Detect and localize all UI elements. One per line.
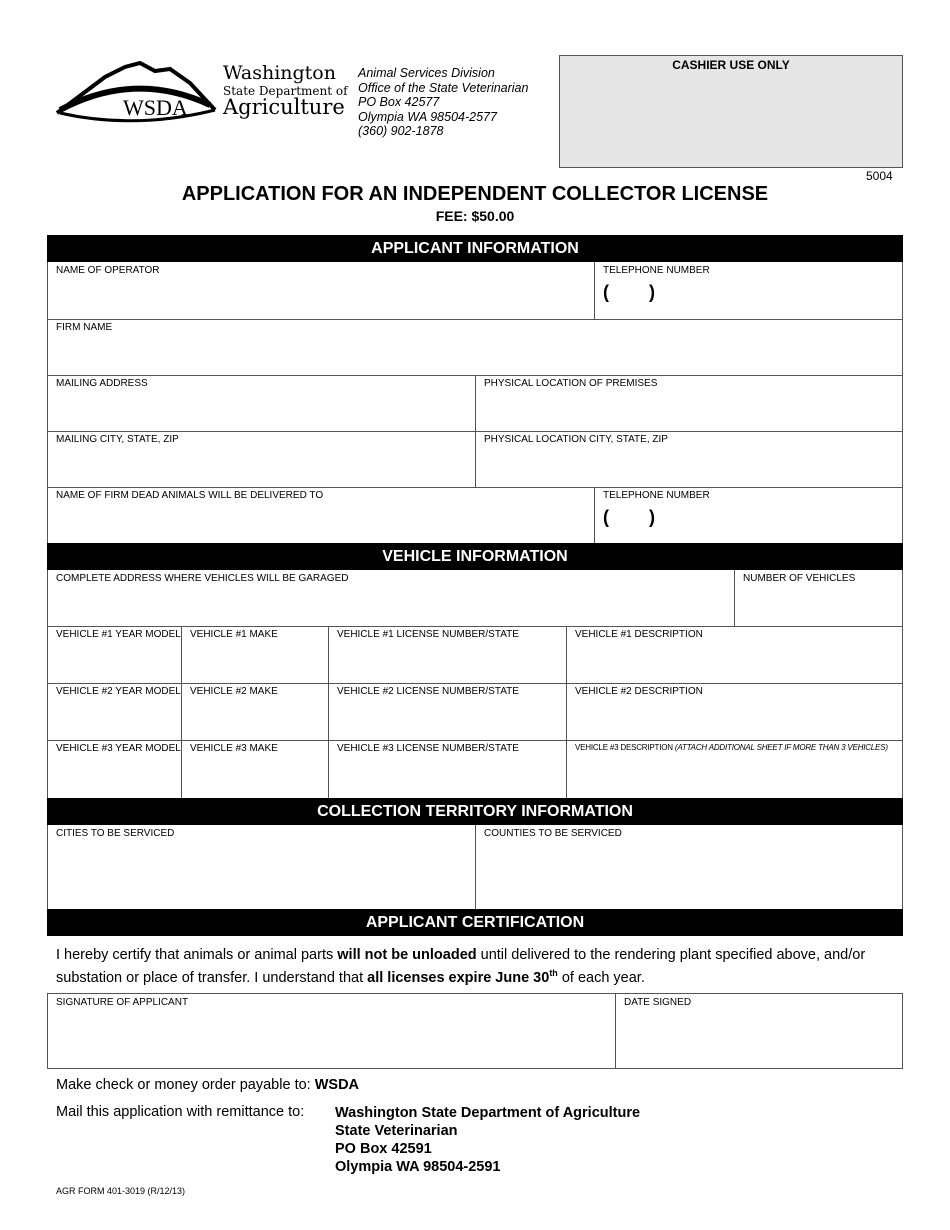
- certification-text: I hereby certify that animals or animal parts will not be unloaded until delivered to the rendering plant specified above, and/or substation or place of transfer. I understand that all licenses expire June 30th of each year.: [56, 947, 866, 986]
- firm-name-field[interactable]: FIRM NAME: [47, 319, 903, 376]
- date-signed-field[interactable]: DATE SIGNED: [615, 993, 903, 1069]
- v2-make-field[interactable]: VEHICLE #2 MAKE: [181, 683, 329, 741]
- section-vehicle: VEHICLE INFORMATION: [47, 543, 903, 570]
- v3-license-field[interactable]: VEHICLE #3 LICENSE NUMBER/STATE: [328, 740, 567, 799]
- physical-city-field[interactable]: PHYSICAL LOCATION CITY, STATE, ZIP: [475, 431, 903, 488]
- counties-field[interactable]: COUNTIES TO BE SERVICED: [475, 825, 903, 910]
- v2-description-field[interactable]: VEHICLE #2 DESCRIPTION: [566, 683, 903, 741]
- garage-address-field[interactable]: COMPLETE ADDRESS WHERE VEHICLES WILL BE GARAGED: [47, 570, 735, 627]
- section-territory: COLLECTION TERRITORY INFORMATION: [47, 798, 903, 825]
- mailing-address-field[interactable]: MAILING ADDRESS: [47, 375, 476, 432]
- agency-name: Washington State Department of Agriculture: [223, 62, 348, 119]
- signature-field[interactable]: SIGNATURE OF APPLICANT: [47, 993, 616, 1069]
- mail-address: Washington State Department of Agriculture State Veterinarian PO Box 42591 Olympia WA 98504-2591: [335, 1105, 641, 1175]
- v1-year-field[interactable]: VEHICLE #1 YEAR MODEL: [47, 626, 182, 684]
- form-number: AGR FORM 401-3019 (R/12/13): [56, 1186, 186, 1196]
- v1-description-field[interactable]: VEHICLE #1 DESCRIPTION: [566, 626, 903, 684]
- wsda-logo: [55, 55, 220, 125]
- v1-license-field[interactable]: VEHICLE #1 LICENSE NUMBER/STATE: [328, 626, 567, 684]
- cities-field[interactable]: CITIES TO BE SERVICED: [47, 825, 476, 910]
- physical-location-field[interactable]: PHYSICAL LOCATION OF PREMISES: [475, 375, 903, 432]
- cashier-box: CASHIER USE ONLY: [559, 55, 903, 168]
- v2-license-field[interactable]: VEHICLE #2 LICENSE NUMBER/STATE: [328, 683, 567, 741]
- v3-make-field[interactable]: VEHICLE #3 MAKE: [181, 740, 329, 799]
- number-of-vehicles-field[interactable]: NUMBER OF VEHICLES: [734, 570, 903, 627]
- v3-year-field[interactable]: VEHICLE #3 YEAR MODEL: [47, 740, 182, 799]
- delivery-telephone-field[interactable]: TELEPHONE NUMBER ( ): [594, 487, 903, 544]
- v2-year-field[interactable]: VEHICLE #2 YEAR MODEL: [47, 683, 182, 741]
- v3-description-field[interactable]: VEHICLE #3 DESCRIPTION (ATTACH ADDITIONAL SHEET IF MORE THAN 3 VEHICLES): [566, 740, 903, 799]
- fee: FEE: $50.00: [435, 208, 515, 224]
- svg-text:WSDA: WSDA: [123, 95, 188, 120]
- name-of-operator-field[interactable]: NAME OF OPERATOR: [47, 262, 595, 320]
- division-address: Animal Services Division Office of the State Veterinarian PO Box 42577 Olympia WA 98504-2577 (360) 902-1878: [358, 66, 529, 138]
- form-code: 5004: [866, 169, 893, 183]
- telephone-field[interactable]: TELEPHONE NUMBER ( ): [594, 262, 903, 320]
- payable-instruction: Make check or money order payable to: WSDA: [56, 1077, 360, 1093]
- page-title: APPLICATION FOR AN INDEPENDENT COLLECTOR LICENSE: [181, 183, 769, 205]
- mail-label: Mail this application with remittance to:: [56, 1104, 305, 1120]
- section-certification: APPLICANT CERTIFICATION: [47, 909, 903, 936]
- v1-make-field[interactable]: VEHICLE #1 MAKE: [181, 626, 329, 684]
- delivery-firm-field[interactable]: NAME OF FIRM DEAD ANIMALS WILL BE DELIVERED TO: [47, 487, 595, 544]
- mailing-city-field[interactable]: MAILING CITY, STATE, ZIP: [47, 431, 476, 488]
- section-applicant: APPLICANT INFORMATION: [47, 235, 903, 262]
